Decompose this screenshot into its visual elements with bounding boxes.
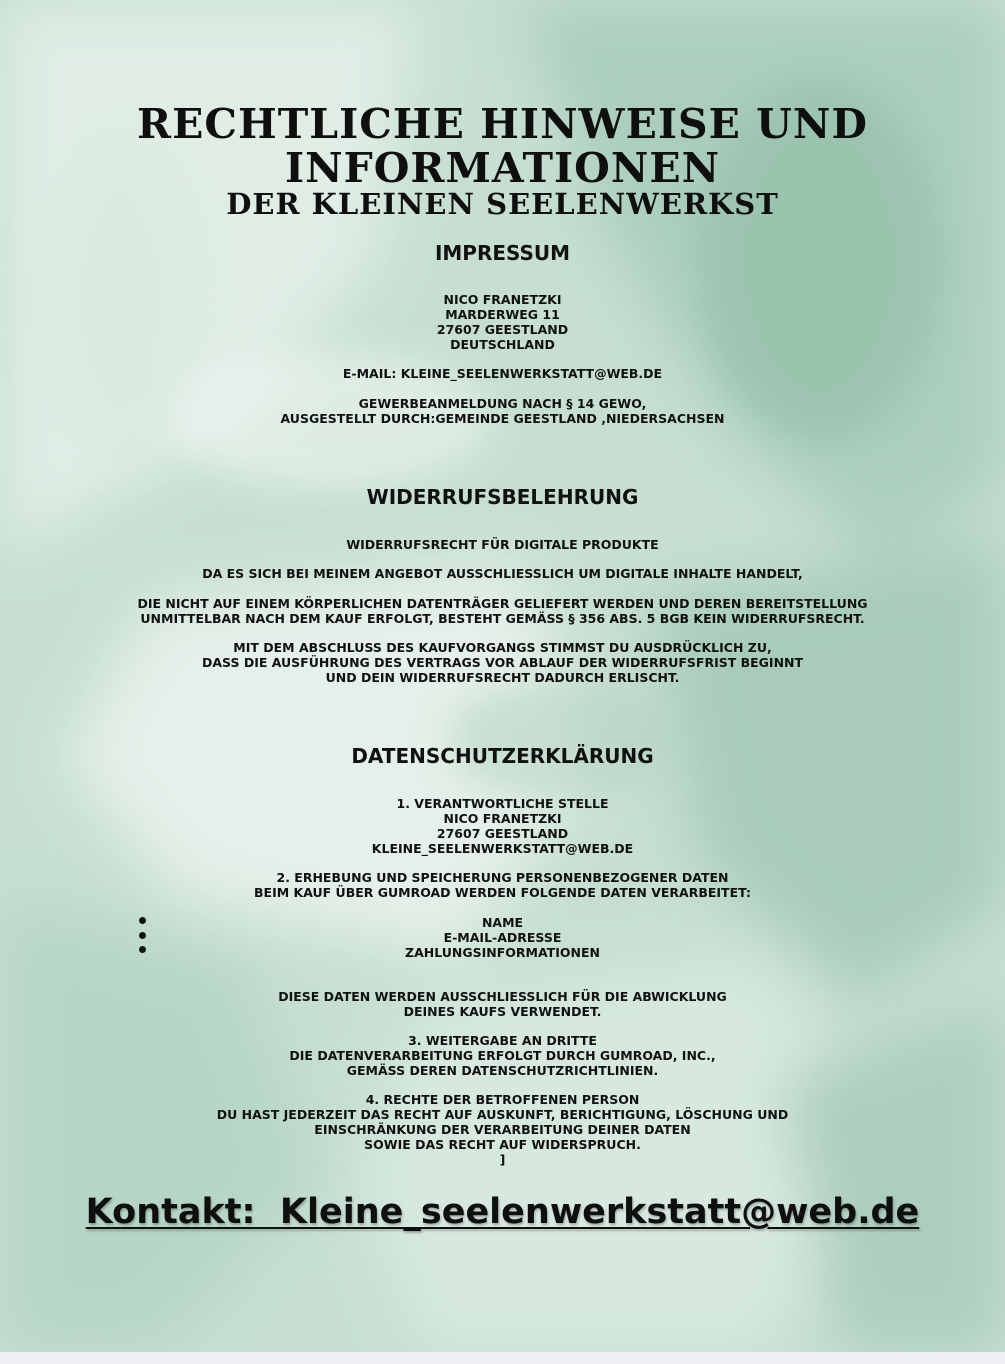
section-line: ] [499,1152,506,1167]
paragraph-line: DIE NICHT AUF EINEM KÖRPERLICHEN DATENTRÄGER GELIEFERT WERDEN UND DEREN BEREITSTELLUNG [137,596,868,611]
page-subtitle: DER KLEINEN SEELENWERKST [226,187,779,221]
datenschutz-section-4 [0,1092,1005,1167]
page-title-line-1: RECHTLICHE HINWEISE UND [137,100,868,148]
datenschutz-section-1 [0,796,1005,856]
impressum-address [0,292,1005,352]
trade-line: AUSGESTELLT DURCH:GEMEINDE GEESTLAND ,NIEDERSACHSEN [280,411,725,426]
address-line: NICO FRANETZKI [443,292,562,307]
section-line: KLEINE_SEELENWERKSTATT@WEB.DE [371,841,634,856]
section-line: NICO FRANETZKI [443,811,562,826]
paragraph-line: UND DEIN WIDERRUFSRECHT DADURCH ERLISCHT. [325,670,680,685]
section-line: DIE DATENVERARBEITUNG ERFOLGT DURCH GUMROAD, INC., [289,1048,716,1063]
paragraph-line: UNMITTELBAR NACH DEM KAUF ERFOLGT, BESTEHT GEMÄSS § 356 ABS. 5 BGB KEIN WIDERRUFSRECHT. [140,611,865,626]
list-item: NAME [481,915,524,930]
impressum-trade-registration [0,396,1005,426]
paragraph-line: DASS DIE AUSFÜHRUNG DES VERTRAGS VOR ABLAUF DER WIDERRUFSFRIST BEGINNT [201,655,804,670]
address-line: MARDERWEG 11 [445,307,560,322]
address-line: DEUTSCHLAND [450,337,555,352]
section-line: 27607 GEESTLAND [436,826,569,841]
section-line: GEMÄSS DEREN DATENSCHUTZRICHTLINIEN. [346,1063,659,1078]
section-line: 2. ERHEBUNG UND SPEICHERUNG PERSONENBEZOGENER DATEN [276,870,729,885]
section-line: BEIM KAUF ÜBER GUMROAD WERDEN FOLGENDE DATEN VERARBEITET: [254,885,751,900]
datenschutz-section-2 [0,870,1005,900]
paragraph-line: MIT DEM ABSCHLUSS DES KAUFVORGANGS STIMMST DU AUSDRÜCKLICH ZU, [233,640,772,655]
section-line: DEINES KAUFS VERWENDET. [403,1004,602,1019]
widerruf-paragraph [0,640,1005,685]
widerruf-paragraph: WIDERRUFSRECHT FÜR DIGITALE PRODUKTE [346,537,659,552]
data-list [0,915,1005,960]
datenschutz-section-3 [0,1033,1005,1078]
impressum-heading: IMPRESSUM [434,241,571,265]
section-line: EINSCHRÄNKUNG DER VERARBEITUNG DEINER DATEN [314,1122,691,1137]
section-line: SOWIE DAS RECHT AUF WIDERSPRUCH. [364,1137,641,1152]
section-line: DU HAST JEDERZEIT DAS RECHT AUF AUSKUNFT, BERICHTIGUNG, LÖSCHUNG UND [216,1107,789,1122]
section-line: 4. RECHTE DER BETROFFENEN PERSON [365,1092,640,1107]
datenschutz-section-2b [0,989,1005,1019]
address-line: 27607 GEESTLAND [436,322,569,337]
widerruf-heading: WIDERRUFSBELEHRUNG [366,485,639,509]
impressum-email: E-MAIL: KLEINE_SEELENWERKSTATT@WEB.DE [342,366,663,381]
widerruf-paragraph [0,596,1005,626]
datenschutz-heading: DATENSCHUTZERKLÄRUNG [351,744,654,768]
list-item: ZAHLUNGSINFORMATIONEN [405,945,600,960]
page-title-line-2: INFORMATIONEN [284,144,721,192]
list-item: E-MAIL-ADRESSE [443,930,562,945]
trade-line: GEWERBEANMELDUNG NACH § 14 GEWO, [358,396,647,411]
section-line: 1. VERANTWORTLICHE STELLE [396,796,609,811]
section-line: DIESE DATEN WERDEN AUSSCHLIESSLICH FÜR DIE ABWICKLUNG [278,989,727,1004]
section-line: 3. WEITERGABE AN DRITTE [408,1033,597,1048]
widerruf-paragraph: DA ES SICH BEI MEINEM ANGEBOT AUSSCHLIESSLICH UM DIGITALE INHALTE HANDELT, [202,566,803,581]
contact-email-link[interactable]: Kontakt: Kleine_seelenwerkstatt@web.de [85,1192,920,1232]
